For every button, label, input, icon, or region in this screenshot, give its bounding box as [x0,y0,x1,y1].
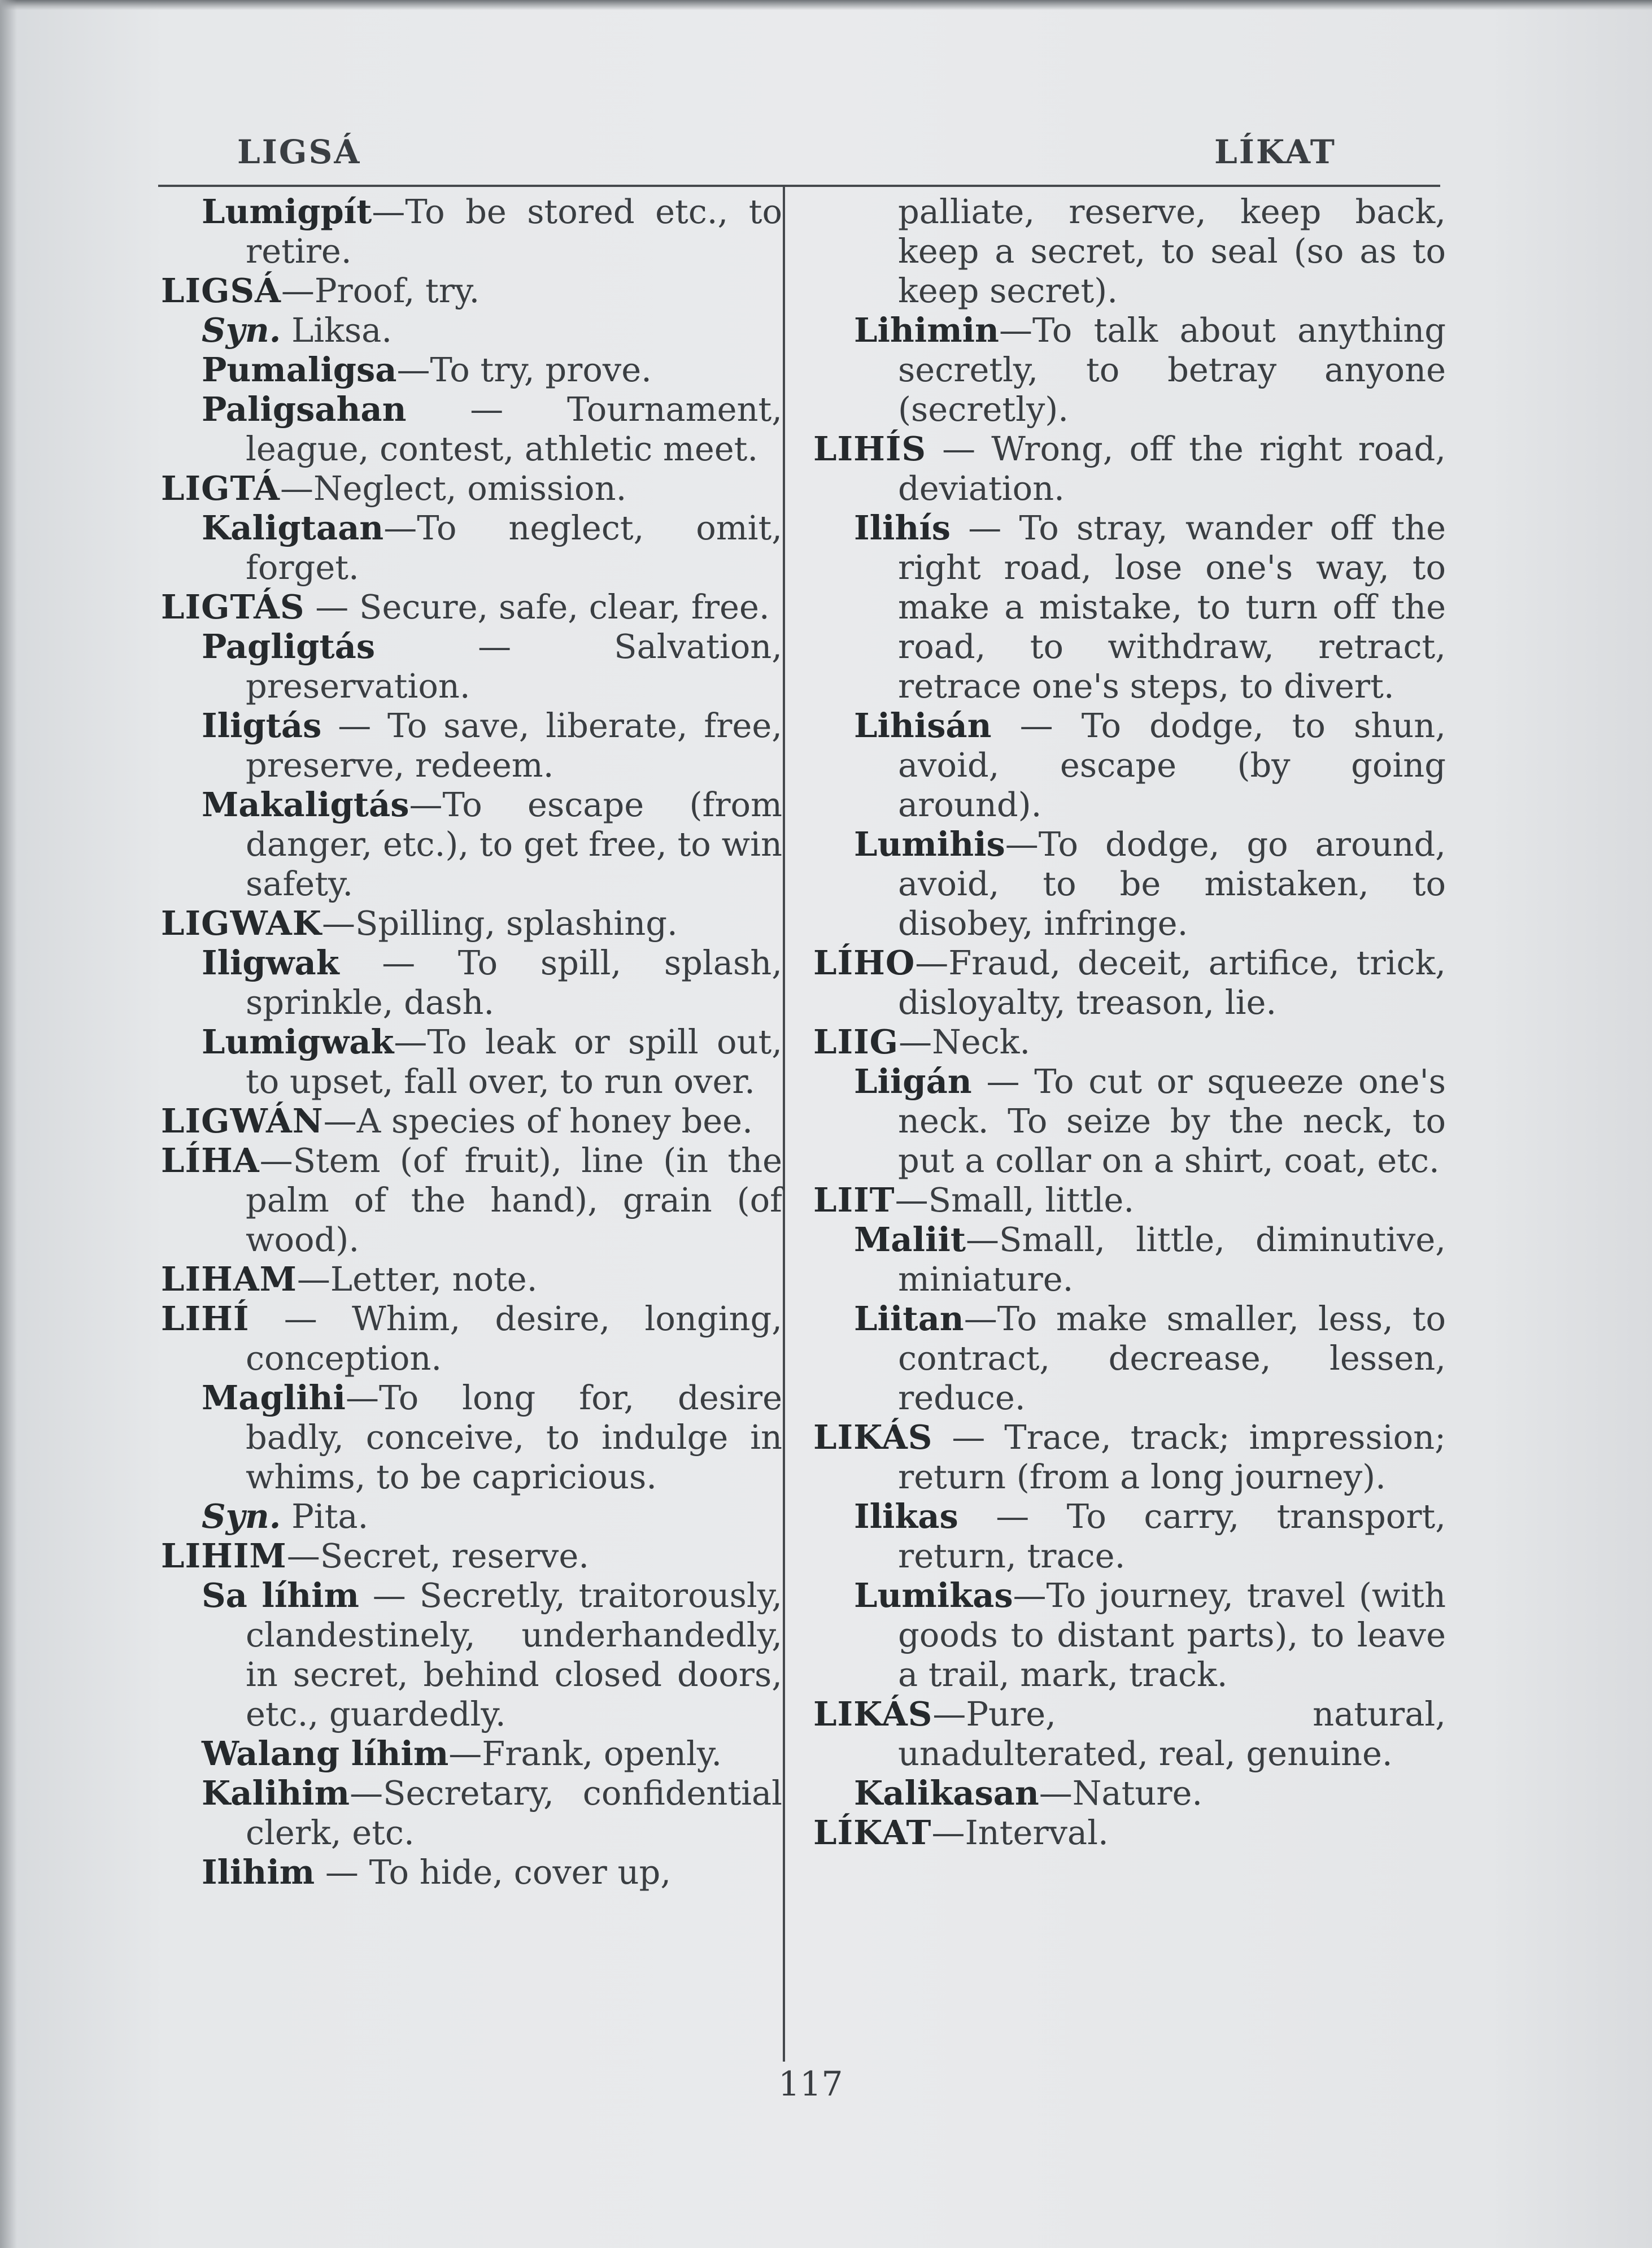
entry-definition: —Nature. [1039,1774,1203,1813]
entry-headword: Walang líhim [202,1734,449,1773]
dictionary-entry [161,1141,782,1260]
entry-definition: — Secretly, traitorously, clandestinely, underhandedly, in secret, behind closed doors, etc., guardedly. [246,1576,782,1733]
entry-definition: —To long for, desire badly, conceive, to indulge in whims, to be capricious. [246,1378,782,1496]
entry-definition: Liksa. [281,311,393,350]
entry-definition: —Fraud, deceit, artifice, trick, disloyalty, treason, lie. [898,943,1446,1022]
running-head-right: LÍKAT [1214,133,1336,171]
entry-headword: Liigán [854,1062,972,1101]
header-rule [158,185,1440,187]
running-head-left: LIGSÁ [237,133,361,171]
dictionary-entry [161,1299,782,1378]
entry-headword: Syn. [202,311,281,350]
dictionary-entry [161,1022,782,1101]
entry-definition: —To dodge, go around, avoid, to be mistaken, to disobey, infringe. [898,825,1446,943]
entry-definition: —Neglect, omission. [280,469,627,508]
dictionary-entry [161,785,782,904]
entry-definition: — To cut or squeeze one's neck. To seize by the neck, to put a collar on a shirt, coat, etc. [898,1062,1446,1180]
entry-headword: Kaligtaan [202,508,384,547]
entry-headword: Pumaligsa [202,350,397,389]
entry-headword: LIIT [813,1180,895,1219]
entry-definition: —Secret, reserve. [286,1536,589,1575]
entry-definition: — Wrong, off the right road, deviation. [898,429,1446,508]
entry-definition: — Salvation, preservation. [246,627,782,705]
dictionary-entry [813,1180,1446,1220]
entry-definition: — Tournament, league, contest, athletic meet. [246,390,782,468]
dictionary-entry [161,587,782,627]
dictionary-entry [813,1694,1446,1774]
entry-headword: Ilikas [854,1497,958,1536]
dictionary-entry [161,271,782,311]
dictionary-entry [813,1418,1446,1497]
entry-definition: — Secure, safe, clear, free. [304,587,770,626]
entry-headword: LIHÍS [813,429,927,468]
entry-headword: LIHIM [161,1536,287,1575]
entry-headword: LIGWÁN [161,1101,324,1140]
entry-headword: Lumikas [854,1576,1013,1615]
entry-definition: — To spill, splash, sprinkle, dash. [246,943,782,1022]
dictionary-entry [161,311,782,350]
dictionary-entry [813,508,1446,706]
dictionary-entry [813,943,1446,1022]
entry-headword: Ilihís [854,508,951,547]
entry-definition: —Letter, note. [297,1260,538,1299]
entry-headword: Paligsahan [202,390,407,429]
entry-headword: LIIG [813,1022,899,1061]
dictionary-entry [161,904,782,943]
dictionary-entry [161,943,782,1022]
entry-headword: LIGWAK [161,904,322,943]
dictionary-entry [161,508,782,587]
page-number: 117 [778,2064,843,2104]
entry-headword: Liitan [854,1299,964,1338]
dictionary-entry [813,1022,1446,1062]
dictionary-entry [161,1101,782,1141]
dictionary-entry [161,469,782,508]
entry-definition: — To save, liberate, free, preserve, redeem. [246,706,782,785]
entry-definition: —To make smaller, less, to contract, decrease, lessen, reduce. [898,1299,1446,1417]
entry-headword: LIKÁS [813,1418,933,1457]
entry-definition: —Spilling, splashing. [322,904,678,943]
entry-definition: —To journey, travel (with goods to distant parts), to leave a trail, mark, track. [898,1576,1446,1694]
dictionary-entry [813,1220,1446,1299]
entry-definition: —Small, little, diminutive, miniature. [898,1220,1446,1299]
left-column [161,192,782,1892]
entry-headword: Maglihi [202,1378,346,1417]
entry-definition: — To stray, wander off the right road, lose one's way, to make a mistake, to turn off the road, to withdraw, retract, retrace one's steps, to divert. [898,508,1446,705]
entry-definition: Pita. [281,1497,369,1536]
entry-definition: —To talk about anything secretly, to betray anyone (secretly). [898,311,1446,429]
dictionary-entry [813,1299,1446,1418]
entry-headword: Lumihis [854,825,1005,864]
dictionary-entry [161,1536,782,1576]
entry-headword: Syn. [202,1497,281,1536]
entry-headword: LÍHA [161,1141,260,1180]
dictionary-entry [813,1062,1446,1180]
dictionary-entry [161,706,782,785]
dictionary-entry [161,390,782,469]
column-divider [783,186,785,2062]
page-left-shadow [0,0,17,2248]
entry-headword: Sa líhim [202,1576,359,1615]
entry-definition: —To try, prove. [396,350,652,389]
entry-definition: — To hide, cover up, [315,1853,672,1892]
entry-headword: LIGTÁS [161,587,305,626]
dictionary-entry [813,311,1446,429]
page-top-shadow [0,0,1652,10]
entry-definition: —To escape (from danger, etc.), to get free, to win safety. [246,785,782,903]
entry-headword: LIHÍ [161,1299,250,1338]
entry-definition: — To dodge, to shun, avoid, escape (by going around). [898,706,1446,824]
entry-headword: Ilihim [202,1853,315,1892]
entry-headword: Lihimin [854,311,999,350]
dictionary-entry [813,1497,1446,1576]
dictionary-entry [813,1774,1446,1813]
entry-headword: Pagligtás [202,627,376,666]
entry-definition: —Neck. [899,1022,1031,1061]
entry-definition: —A species of honey bee. [323,1101,753,1140]
dictionary-entry [813,192,1446,311]
entry-definition: — To carry, transport, return, trace. [898,1497,1446,1575]
entry-definition: —Interval. [931,1813,1109,1852]
entry-definition: —To be stored etc., to retire. [246,192,782,271]
entry-headword: LIKÁS [813,1694,933,1733]
entry-definition: —Frank, openly. [448,1734,722,1773]
right-column [813,192,1446,1853]
dictionary-entry [813,1576,1446,1694]
entry-definition: —To leak or spill out, to upset, fall over, to run over. [246,1022,782,1101]
entry-definition: — Trace, track; impression; return (from a long journey). [898,1418,1446,1496]
entry-headword: Lumigwak [202,1022,394,1061]
dictionary-entry [161,1260,782,1299]
entry-headword: LIGSÁ [161,271,281,310]
entry-headword: Kalikasan [854,1774,1039,1813]
dictionary-entry [813,1813,1446,1853]
dictionary-entry [161,627,782,706]
entry-headword: Iligwak [202,943,339,982]
entry-definition: — Whim, desire, longing, conception. [246,1299,782,1378]
entry-headword: LIHAM [161,1260,297,1299]
dictionary-entry [161,1734,782,1774]
entry-headword: Lumigpít [202,192,372,231]
entry-definition: palliate, reserve, keep back, keep a secret, to seal (so as to keep secret). [898,192,1446,310]
dictionary-entry [161,1853,782,1892]
entry-headword: Iligtás [202,706,322,745]
entry-definition: —Stem (of fruit), line (in the palm of the hand), grain (of wood). [246,1141,782,1259]
dictionary-entry [813,825,1446,943]
dictionary-entry [161,1576,782,1734]
dictionary-entry [161,192,782,271]
entry-headword: LÍKAT [813,1813,932,1852]
entry-headword: Maliit [854,1220,966,1259]
entry-definition: —Small, little. [895,1180,1135,1219]
entry-definition: —Proof, try. [281,271,480,310]
dictionary-entry [161,1497,782,1536]
entry-headword: LÍHO [813,943,916,982]
entry-definition: —Pure, natural, unadulterated, real, genuine. [898,1694,1446,1773]
entry-definition: —To neglect, omit, forget. [246,508,782,587]
entry-headword: Lihisán [854,706,992,745]
dictionary-entry [813,429,1446,508]
dictionary-entry [813,706,1446,825]
dictionary-entry [161,1378,782,1497]
entry-headword: Makaligtás [202,785,409,824]
dictionary-entry [161,350,782,390]
dictionary-entry [161,1774,782,1853]
entry-headword: LIGTÁ [161,469,280,508]
entry-headword: Kalihim [202,1774,350,1813]
entry-definition: —Secretary, confidential clerk, etc. [246,1774,782,1852]
